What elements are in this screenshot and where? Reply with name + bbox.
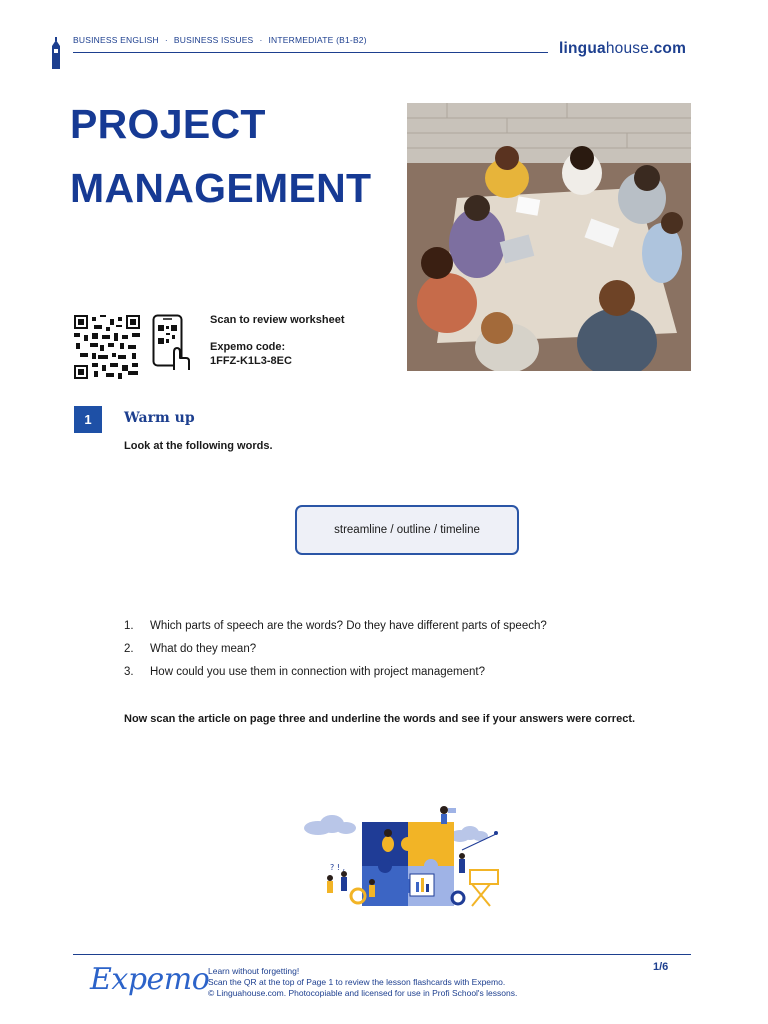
question-text: What do they mean? <box>150 643 257 655</box>
svg-text:? ! ,: ? ! , <box>330 863 346 872</box>
question-number: 1. <box>124 620 134 632</box>
breadcrumb-item: BUSINESS ENGLISH <box>73 35 159 45</box>
title-line: MANAGEMENT <box>70 165 372 211</box>
footer-tagline: Learn without forgetting! <box>208 966 300 976</box>
breadcrumb-separator: · <box>164 35 168 45</box>
question-text: How could you use them in connection with project management? <box>150 666 485 678</box>
word-list: streamline / outline / timeline <box>334 524 480 536</box>
brand-bold: lingua <box>559 40 606 57</box>
meeting-photo <box>407 103 691 371</box>
breadcrumb <box>73 35 367 45</box>
title-line: PROJECT <box>70 101 266 147</box>
question-list <box>124 619 547 688</box>
footer-copyright: © Linguahouse.com. Photocopiable and licensed for use in Profi School's lessons. <box>208 988 518 998</box>
scan-label: Scan to review worksheet <box>210 314 345 326</box>
breadcrumb-item: INTERMEDIATE (B1-B2) <box>268 35 367 45</box>
section-title: Warm up <box>124 410 195 426</box>
list-item <box>124 665 547 688</box>
header-rule <box>73 52 548 53</box>
footer-instruction: Scan the QR at the top of Page 1 to review the lesson flashcards with Expemo. <box>208 977 506 987</box>
page-number: 1/6 <box>653 961 669 973</box>
question-text: Which parts of speech are the words? Do they have different parts of speech? <box>150 620 547 632</box>
qr-code-icon[interactable] <box>74 315 140 379</box>
question-number: 3. <box>124 666 134 678</box>
word-box <box>295 505 519 555</box>
brand-light: house <box>605 40 650 57</box>
footer-text <box>208 966 517 999</box>
code-label: Expemo code: <box>210 341 286 353</box>
qr-instructions <box>210 313 345 368</box>
phone-scan-icon <box>152 314 190 372</box>
page-title <box>70 92 400 220</box>
question-number: 2. <box>124 643 134 655</box>
tower-icon <box>50 37 62 69</box>
expemo-logo[interactable]: Expemo <box>90 962 210 997</box>
section-number: 1 <box>74 406 102 433</box>
instruction: Look at the following words. <box>124 440 273 452</box>
footer-rule <box>73 954 691 955</box>
list-item <box>124 642 547 665</box>
brand-logo[interactable] <box>559 40 686 58</box>
teamwork-puzzle-illustration <box>300 800 505 912</box>
expemo-code: 1FFZ-K1L3-8EC <box>210 355 292 367</box>
final-instruction: Now scan the article on page three and underline the words and see if your answers were correct. <box>124 713 636 725</box>
breadcrumb-separator: · <box>259 35 263 45</box>
brand-suffix: .com <box>649 40 687 57</box>
breadcrumb-item: BUSINESS ISSUES <box>173 35 254 45</box>
list-item <box>124 619 547 642</box>
